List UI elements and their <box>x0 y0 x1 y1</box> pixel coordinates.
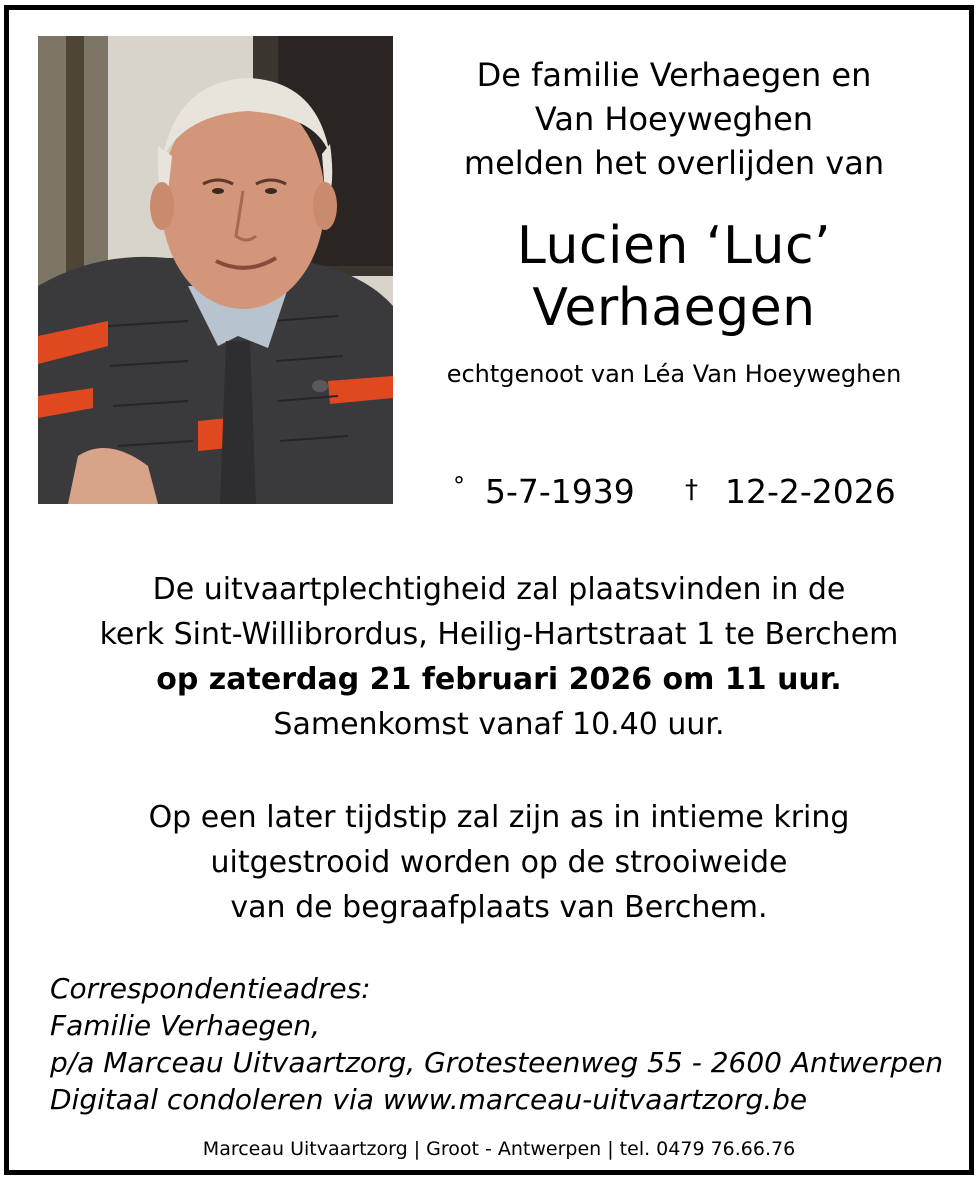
announcement-frame <box>4 5 974 1175</box>
deceased-name-line: Verhaegen <box>532 278 816 338</box>
ashes-line: Op een later tijdstip zal zijn as in intieme kring <box>148 800 850 835</box>
spouse-text: echtgenoot van Léa Van Hoeyweghen <box>446 360 902 388</box>
ceremony-line: kerk Sint-Willibrordus, Heilig-Hartstraat 1 te Berchem <box>99 617 899 652</box>
cross-icon: † <box>685 475 698 505</box>
correspondence-address <box>50 970 950 1118</box>
correspondence-line: Familie Verhaegen, <box>50 1009 321 1042</box>
intro-text <box>409 53 939 185</box>
condolence-line: Digitaal condoleren via www.marceau-uitvaartzorg.be <box>50 1083 808 1116</box>
correspondence-line: Correspondentieadres: <box>50 972 371 1005</box>
ashes-text <box>29 795 969 930</box>
ceremony-text <box>29 567 969 747</box>
intro-line: Van Hoeyweghen <box>534 100 814 138</box>
portrait-photo <box>38 36 393 504</box>
intro-line: De familie Verhaegen en <box>476 56 872 94</box>
correspondence-line: p/a Marceau Uitvaartzorg, Grotesteenweg 55 - 2600 Antwerpen <box>50 1046 944 1079</box>
intro-line: melden het overlijden van <box>463 144 885 182</box>
ceremony-line: Samenkomst vanaf 10.40 uur. <box>273 707 725 742</box>
ceremony-date: op zaterdag 21 februari 2026 om 11 uur. <box>156 662 842 697</box>
ceremony-line: De uitvaartplechtigheid zal plaatsvinden in de <box>152 572 846 607</box>
born-date: 5-7-1939 <box>485 472 635 511</box>
deceased-name <box>409 215 939 339</box>
announcement-header <box>409 53 939 389</box>
born-symbol: ° <box>453 472 465 500</box>
ashes-line: van de begraafplaats van Berchem. <box>230 890 768 925</box>
died-date: 12-2-2026 <box>725 472 896 511</box>
ashes-line: uitgestrooid worden op de strooiweide <box>210 845 788 880</box>
footer-contact: Marceau Uitvaartzorg | Groot - Antwerpen | tel. 0479 76.66.76 <box>202 1138 796 1160</box>
deceased-name-line: Lucien ‘Luc’ <box>516 216 832 276</box>
